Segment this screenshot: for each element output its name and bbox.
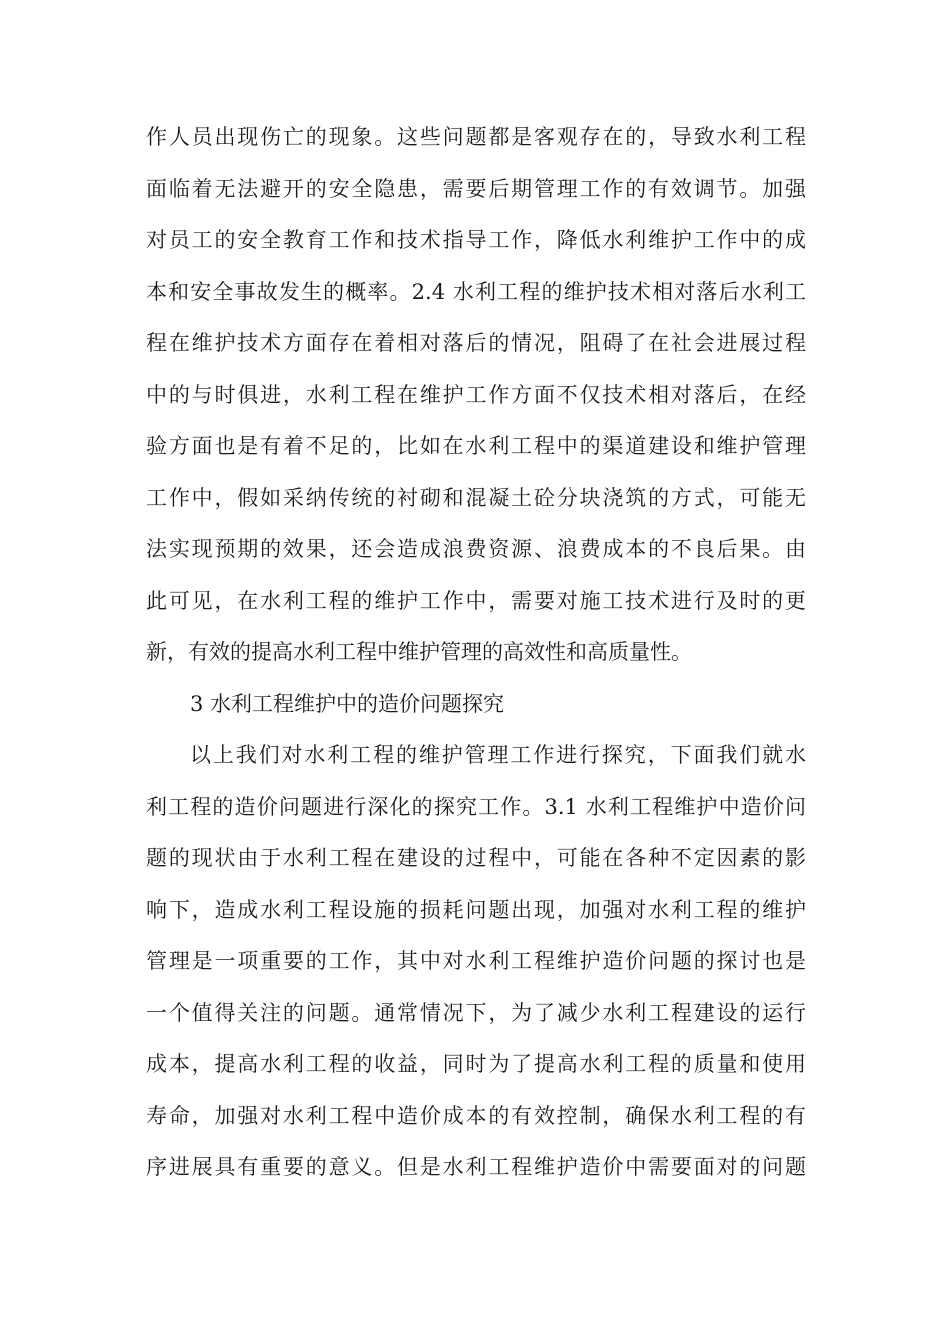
text-line: 作人员出现伤亡的现象。这些问题都是客观存在的，导致水利工程 — [146, 125, 806, 149]
text-line: 题的现状由于水利工程在建设的过程中，可能在各种不定因素的影 — [146, 846, 806, 870]
text-line: 管理是一项重要的工作，其中对水利工程维护造价问题的探讨也是 — [146, 949, 806, 973]
section-heading: 3 水利工程维护中的造价问题探究 — [190, 691, 505, 716]
text-line: 工作中，假如采纳传统的衬砌和混凝土砼分块浇筑的方式，可能无 — [146, 485, 806, 510]
text-line: 响下，造成水利工程设施的损耗问题出现，加强对水利工程的维护 — [146, 897, 806, 922]
text-line: 以上我们对水利工程的维护管理工作进行探究，下面我们就水 — [190, 743, 806, 767]
text-line: 对员工的安全教育工作和技术指导工作，降低水利维护工作中的成 — [146, 228, 806, 252]
text-line: 序进展具有重要的意义。但是水利工程维护造价中需要面对的问题 — [146, 1155, 806, 1179]
text-line: 利工程的造价问题进行深化的探究工作。3.1 水利工程维护中造价问 — [146, 794, 806, 819]
text-line: 本和安全事故发生的概率。2.4 水利工程的维护技术相对落后水利工 — [146, 279, 806, 304]
text-line: 法实现预期的效果，还会造成浪费资源、浪费成本的不良后果。由 — [146, 537, 806, 561]
text-line: 一个值得关注的问题。通常情况下，为了减少水利工程建设的运行 — [146, 1000, 806, 1025]
text-line: 面临着无法避开的安全隐患，需要后期管理工作的有效调节。加强 — [146, 176, 806, 201]
text-line: 成本，提高水利工程的收益，同时为了提高水利工程的质量和使用 — [146, 1052, 806, 1076]
text-line: 新，有效的提高水利工程中维护管理的高效性和高质量性。 — [146, 640, 692, 664]
text-line: 此可见，在水利工程的维护工作中，需要对施工技术进行及时的更 — [146, 588, 806, 613]
body-text — [146, 112, 806, 1194]
text-line: 寿命，加强对水利工程中造价成本的有效控制，确保水利工程的有 — [146, 1103, 806, 1128]
text-line: 中的与时俱进，水利工程在维护工作方面不仅技术相对落后，在经 — [146, 382, 806, 407]
text-line: 验方面也是有着不足的，比如在水利工程中的渠道建设和维护管理 — [146, 434, 806, 458]
text-line: 程在维护技术方面存在着相对落后的情况，阻碍了在社会进展过程 — [146, 331, 806, 355]
